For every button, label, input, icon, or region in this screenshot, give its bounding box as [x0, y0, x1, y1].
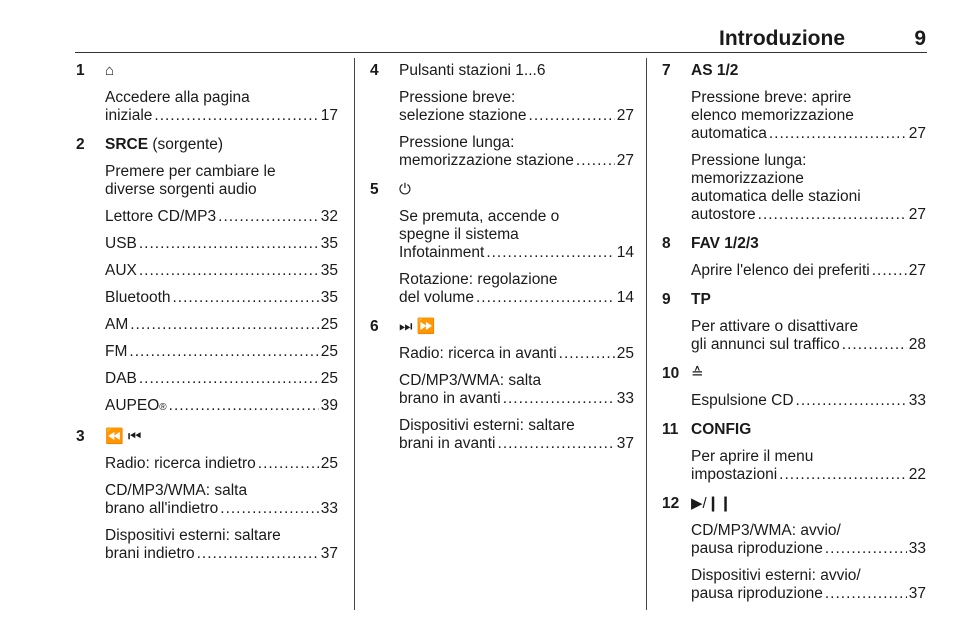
toc-line: [105, 397, 338, 417]
button-label: TP: [691, 291, 711, 308]
page-reference: 28: [908, 336, 926, 353]
entry-heading: [399, 181, 634, 199]
function-description: [105, 235, 338, 253]
page-reference: 27: [616, 152, 634, 169]
dot-leader: [529, 107, 615, 125]
dot-leader: [825, 540, 907, 558]
function-description: [105, 397, 338, 417]
toc-line: [105, 107, 338, 125]
entry-heading: [691, 62, 926, 80]
entry-4: [370, 62, 634, 170]
home-icon: ⌂: [105, 62, 115, 79]
description-text: FM: [105, 343, 128, 360]
description-text: AUX: [105, 262, 137, 279]
page-reference: 25: [320, 343, 338, 360]
description-text: Lettore CD/MP3: [105, 208, 217, 225]
page-reference: 27: [616, 107, 634, 124]
function-description: [399, 271, 634, 307]
page-reference: 27: [908, 206, 926, 223]
function-description: [105, 89, 338, 125]
entry-number: 8: [662, 235, 671, 252]
description-text: Dispositivi esterni: saltare: [399, 417, 575, 434]
dot-leader: [139, 235, 319, 253]
description-text: USB: [105, 235, 137, 252]
entry-1: [76, 62, 338, 125]
dot-leader: [559, 345, 615, 363]
entry-number: 10: [662, 365, 680, 382]
description-text: Pressione breve:: [399, 89, 516, 106]
page-title: Introduzione: [719, 27, 845, 50]
dot-leader: [576, 152, 615, 170]
function-description: [105, 262, 338, 280]
description-text: elenco memorizzazione: [691, 107, 854, 124]
description-text: Bluetooth: [105, 289, 171, 306]
function-description: [691, 152, 926, 224]
function-description: [105, 163, 338, 199]
page-reference: 25: [616, 345, 634, 362]
dot-leader: [486, 244, 614, 262]
toc-line: [399, 107, 634, 125]
entry-heading: [691, 291, 926, 309]
description-text: Per aprire il menu: [691, 448, 814, 465]
entry-heading: [691, 235, 926, 253]
function-description: [105, 482, 338, 518]
dot-leader: [476, 289, 615, 307]
entry-heading: [691, 495, 926, 513]
description-text: Se premuta, accende o: [399, 208, 560, 225]
description-text: Espulsione CD: [691, 392, 794, 409]
toc-line: [691, 206, 926, 224]
entry-number: 2: [76, 136, 85, 153]
description-text: selezione stazione: [399, 107, 527, 124]
description-text: CD/MP3/WMA: salta: [105, 482, 248, 499]
page-reference: 14: [616, 244, 634, 261]
dot-leader: [872, 262, 907, 280]
description-text: automatica: [691, 125, 767, 142]
function-description: [691, 392, 926, 410]
function-description: [399, 372, 634, 408]
function-description: [691, 318, 926, 354]
entry-number: 6: [370, 318, 379, 335]
page-reference: 33: [908, 540, 926, 557]
description-text: pausa riproduzione: [691, 540, 823, 557]
description-text: AM: [105, 316, 129, 333]
description-text: Per attivare o disattivare: [691, 318, 859, 335]
page-reference: 39: [320, 397, 338, 414]
page-reference: 27: [908, 262, 926, 279]
column-2: [370, 62, 634, 453]
entry-2: [76, 136, 338, 417]
column-1: [76, 62, 338, 563]
page-reference: 22: [908, 466, 926, 483]
entry-number: 3: [76, 428, 85, 445]
entry-heading: [399, 318, 634, 336]
description-text: impostazioni: [691, 466, 778, 483]
dot-leader: [758, 206, 907, 224]
toc-line: [691, 262, 926, 280]
function-description: [105, 343, 338, 361]
entry-3: [76, 428, 338, 563]
description-text: Infotainment: [399, 244, 485, 261]
description-text: memorizzazione stazione: [399, 152, 574, 169]
dot-leader: [130, 316, 319, 334]
entry-11: [662, 421, 926, 484]
function-description: [399, 208, 634, 262]
column-3: [662, 62, 926, 603]
seek-forward-icon: ⏭ ⏩: [399, 318, 436, 335]
eject-icon: ≙: [691, 365, 704, 382]
dot-leader: [258, 455, 319, 473]
toc-line: [105, 455, 338, 473]
function-description: [105, 370, 338, 388]
description-text: brano in avanti: [399, 390, 501, 407]
button-label: FAV 1/2/3: [691, 235, 759, 252]
description-text: del volume: [399, 289, 474, 306]
description-text: gli annunci sul traffico: [691, 336, 840, 353]
entry-heading: [691, 365, 926, 383]
dot-leader: [825, 585, 907, 603]
entry-heading: [105, 136, 338, 154]
description-text: Aprire l'elenco dei preferiti: [691, 262, 870, 279]
dot-leader: [169, 397, 319, 415]
button-description: (sorgente): [148, 136, 224, 153]
button-label: AS 1/2: [691, 62, 739, 79]
function-description: [105, 527, 338, 563]
description-text: Dispositivi esterni: saltare: [105, 527, 281, 544]
dot-leader: [779, 466, 907, 484]
description-text: brani in avanti: [399, 435, 496, 452]
dot-leader: [498, 435, 615, 453]
function-description: [399, 417, 634, 453]
button-label: SRCE: [105, 136, 149, 153]
entry-10: [662, 365, 926, 410]
dot-leader: [842, 336, 907, 354]
toc-line: [691, 336, 926, 354]
entry-heading: [399, 62, 634, 80]
dot-leader: [796, 392, 907, 410]
dot-leader: [220, 500, 318, 518]
entry-8: [662, 235, 926, 280]
toc-line: [691, 466, 926, 484]
toc-line: [105, 235, 338, 253]
function-description: [691, 448, 926, 484]
description-text: Radio: ricerca indietro: [105, 455, 256, 472]
power-icon: ⏻: [399, 181, 411, 198]
entry-number: 11: [662, 421, 679, 438]
column-divider-1: [354, 58, 355, 610]
page-reference: 35: [320, 262, 338, 279]
dot-leader: [139, 370, 319, 388]
description-text: brano all'indietro: [105, 500, 219, 517]
page-number: 9: [914, 27, 926, 50]
toc-line: [399, 244, 634, 262]
dot-leader: [503, 390, 615, 408]
page-reference: 32: [320, 208, 338, 225]
entry-heading: [691, 421, 926, 439]
description-text: Pressione lunga:: [691, 152, 807, 169]
function-description: [691, 262, 926, 280]
dot-leader: [139, 262, 319, 280]
page-reference: 37: [908, 585, 926, 602]
page-reference: 17: [320, 107, 338, 124]
description-text: spegne il sistema: [399, 226, 519, 243]
registered-mark: ®: [159, 402, 167, 413]
entry-9: [662, 291, 926, 354]
toc-line: [105, 262, 338, 280]
function-description: [399, 134, 634, 170]
toc-line: [105, 289, 338, 307]
toc-line: [399, 345, 634, 363]
description-text: Dispositivi esterni: avvio/: [691, 567, 861, 584]
dot-leader: [197, 545, 319, 563]
description-text: Premere per cambiare le: [105, 163, 276, 180]
page-reference: 35: [320, 289, 338, 306]
description-text: autostore: [691, 206, 756, 223]
toc-line: [399, 435, 634, 453]
entry-heading: [105, 62, 338, 80]
header-rule: [75, 52, 927, 53]
entry-6: [370, 318, 634, 453]
description-text: AUPEO: [105, 397, 160, 414]
description-text: iniziale: [105, 107, 153, 124]
dot-leader: [129, 343, 318, 361]
toc-line: [399, 289, 634, 307]
entry-number: 1: [76, 62, 85, 79]
function-description: [691, 89, 926, 143]
toc-line: [691, 125, 926, 143]
toc-line: [691, 392, 926, 410]
dot-leader: [769, 125, 907, 143]
toc-line: [399, 152, 634, 170]
function-description: [399, 89, 634, 125]
seek-back-icon: ⏪ ⏮: [105, 428, 142, 445]
toc-line: [105, 370, 338, 388]
description-text: Pressione lunga:: [399, 134, 515, 151]
page-reference: 35: [320, 235, 338, 252]
button-description: Pulsanti stazioni 1...6: [399, 62, 546, 79]
description-text: Radio: ricerca in avanti: [399, 345, 557, 362]
page-reference: 27: [908, 125, 926, 142]
dot-leader: [173, 289, 319, 307]
description-text: diverse sorgenti audio: [105, 181, 257, 198]
toc-line: [105, 500, 338, 518]
description-text: Rotazione: regolazione: [399, 271, 558, 288]
toc-line: [399, 390, 634, 408]
column-divider-2: [646, 58, 647, 610]
page-reference: 33: [908, 392, 926, 409]
description-text: DAB: [105, 370, 137, 387]
page-reference: 37: [320, 545, 338, 562]
description-text: brani indietro: [105, 545, 195, 562]
entry-heading: [105, 428, 338, 446]
entry-5: [370, 181, 634, 307]
page-reference: 37: [616, 435, 634, 452]
description-text: Pressione breve: aprire: [691, 89, 852, 106]
toc-line: [105, 208, 338, 226]
entry-number: 9: [662, 291, 671, 308]
page-reference: 25: [320, 455, 338, 472]
button-label: CONFIG: [691, 421, 752, 438]
function-description: [105, 316, 338, 334]
toc-line: [105, 545, 338, 563]
entry-12: [662, 495, 926, 603]
page-reference: 33: [320, 500, 338, 517]
description-text: pausa riproduzione: [691, 585, 823, 602]
toc-line: [691, 540, 926, 558]
entry-number: 12: [662, 495, 680, 512]
entry-number: 7: [662, 62, 671, 79]
page-reference: 14: [616, 289, 634, 306]
function-description: [691, 522, 926, 558]
function-description: [105, 289, 338, 307]
function-description: [691, 567, 926, 603]
page-reference: 33: [616, 390, 634, 407]
function-description: [105, 455, 338, 473]
play-pause-icon: ▶/❙❙: [691, 495, 732, 512]
description-text: memorizzazione: [691, 170, 804, 187]
function-description: [105, 208, 338, 226]
toc-line: [105, 316, 338, 334]
page-reference: 25: [320, 316, 338, 333]
entry-number: 5: [370, 181, 379, 198]
dot-leader: [218, 208, 319, 226]
description-text: Accedere alla pagina: [105, 89, 250, 106]
entry-number: 4: [370, 62, 379, 79]
description-text: CD/MP3/WMA: avvio/: [691, 522, 841, 539]
entry-7: [662, 62, 926, 224]
function-description: [399, 345, 634, 363]
toc-line: [105, 343, 338, 361]
description-text: automatica delle stazioni: [691, 188, 861, 205]
toc-line: [691, 585, 926, 603]
dot-leader: [154, 107, 318, 125]
description-text: CD/MP3/WMA: salta: [399, 372, 542, 389]
page-reference: 25: [320, 370, 338, 387]
